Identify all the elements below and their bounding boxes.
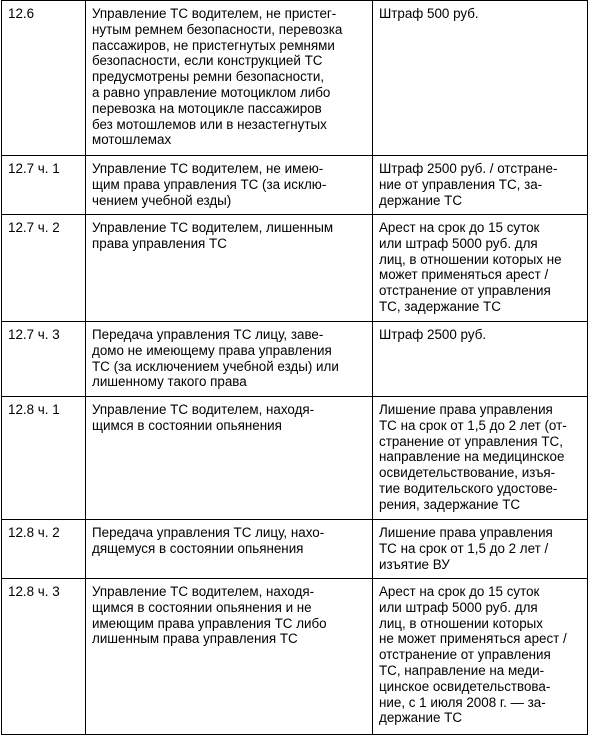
penalty-cell: Арест на срок до 15 суток или штраф 5000 руб. для лиц, в отношении которых не может применяться арест / отстранение от управления ТС, направление на меди- цинское освидетельствова- ние, с 1 июля 2008 г. — за- держание ТС <box>373 579 588 735</box>
penalty-cell: Арест на срок до 15 суток или штраф 5000 руб. для лиц, в отношении которых не может применяться арест / отстранение от управления ТС, задержание ТС <box>373 215 588 322</box>
offense-cell: Управление ТС водителем, не пристег- нутым ремнем безопасности, перевозка пассажиров, не пристегнутых ремнями безопасности, если конструкцией ТС предусмотрены ремни безопасности, а равно управление мотоциклом либо перевозка на мотоцикле пассажиров без мотошлемов или в незастегнутых мотошлемах <box>86 1 373 156</box>
offense-cell: Управление ТС водителем, лишенным права управления ТС <box>86 215 373 322</box>
article-cell: 12.7 ч. 3 <box>2 322 86 397</box>
offense-cell: Управление ТС водителем, находя- щимся в состоянии опьянения и не имеющим права управления ТС либо лишенным права управления ТС <box>86 579 373 735</box>
offense-cell: Передача управления ТС лицу, нахо- дящемуся в состоянии опьянения <box>86 520 373 579</box>
penalties-table <box>1 0 588 735</box>
table-row <box>2 397 588 520</box>
article-cell: 12.8 ч. 2 <box>2 520 86 579</box>
table-row <box>2 156 588 215</box>
penalty-cell: Штраф 2500 руб. / отстране- ние от управления ТС, за- держание ТС <box>373 156 588 215</box>
article-cell: 12.7 ч. 2 <box>2 215 86 322</box>
table-row <box>2 520 588 579</box>
penalty-cell: Лишение права управления ТС на срок от 1,5 до 2 лет (от- странение от управления ТС, направление на медицинское освидетельствование, изъя- тие водительского удостове- рения, задержание ТС <box>373 397 588 520</box>
offense-cell: Управление ТС водителем, находя- щимся в состоянии опьянения <box>86 397 373 520</box>
penalty-cell: Штраф 2500 руб. <box>373 322 588 397</box>
penalty-cell: Лишение права управления ТС на срок от 1,5 до 2 лет / изъятие ВУ <box>373 520 588 579</box>
table-row <box>2 579 588 735</box>
table-row <box>2 1 588 156</box>
article-cell: 12.6 <box>2 1 86 156</box>
table-row <box>2 215 588 322</box>
table-row <box>2 322 588 397</box>
article-cell: 12.8 ч. 1 <box>2 397 86 520</box>
offense-cell: Передача управления ТС лицу, заве- домо не имеющему права управления ТС (за исключением учебной езды) или лишенному такого права <box>86 322 373 397</box>
offense-cell: Управление ТС водителем, не имею- щим права управления ТС (за исклю- чением учебной езды) <box>86 156 373 215</box>
article-cell: 12.7 ч. 1 <box>2 156 86 215</box>
penalty-cell: Штраф 500 руб. <box>373 1 588 156</box>
article-cell: 12.8 ч. 3 <box>2 579 86 735</box>
